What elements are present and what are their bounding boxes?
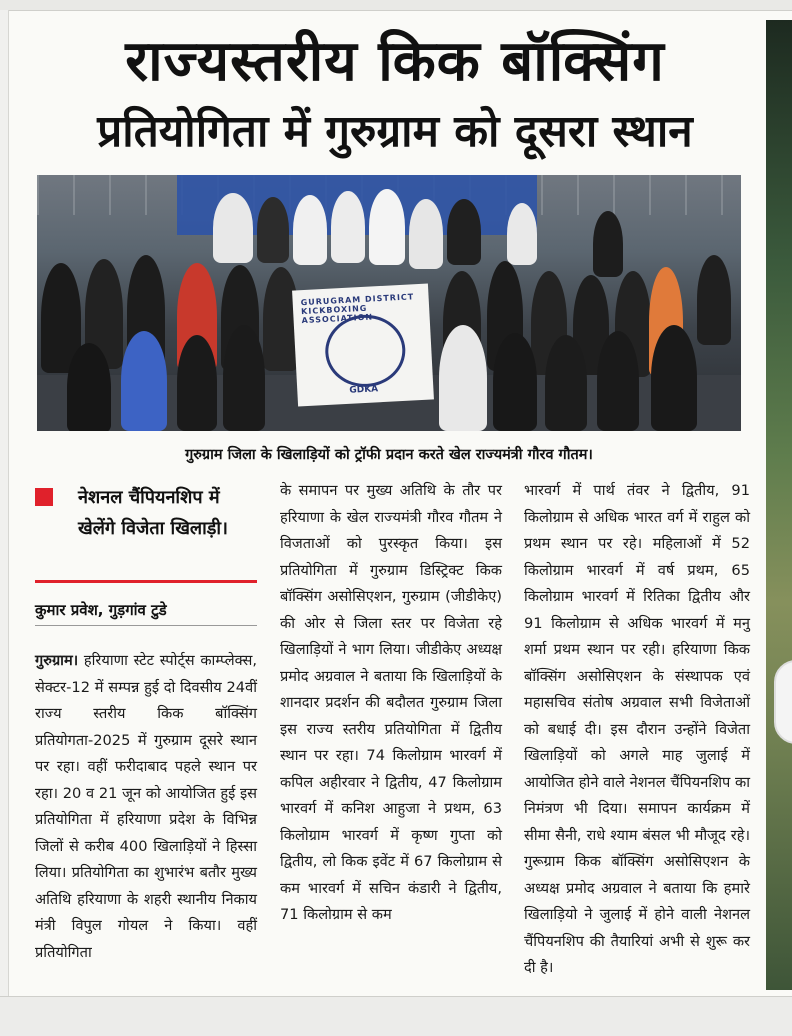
right-background-image	[766, 20, 792, 990]
association-banner-abbr: GDKA	[349, 384, 379, 396]
article-column-2	[280, 478, 502, 929]
photo-person	[257, 197, 289, 263]
headline-line-2: प्रतियोगिता में गुरुग्राम को दूसरा स्थान	[97, 106, 693, 157]
photo-person	[597, 331, 639, 431]
photo-person	[697, 255, 731, 345]
article-column-1	[35, 648, 257, 966]
photo-person	[121, 331, 167, 431]
photo-person	[593, 211, 623, 277]
photo-person	[369, 189, 405, 265]
photo-person	[447, 199, 481, 265]
dateline-place: गुरुग्राम।	[35, 652, 79, 669]
bottom-clipping-strip	[0, 996, 792, 1036]
slider-handle[interactable]	[774, 660, 792, 744]
photo-person	[439, 325, 487, 431]
article-column-1-text: हरियाणा स्टेट स्पोर्ट्स काम्प्लेक्स, सेक्टर-12 में सम्पन्न हुई दो दिवसीय 24वीं राज्य स्तरीय किक बॉक्सिंग प्रतियोगता-2025 में गुरुग्राम दूसरे स्थान पर रहा। वहीं फरीदाबाद पहले स्थान पर रहा। 20 व 21 जून को आयोजित हुई इस प्रतियोगिता में हरियाणा प्रदेश के विभिन्न जिलों से करीब 400 खिलाड़ियों ने हिस्सा लिया। प्रतियोगिता का शुभारंभ बतौर मुख्य अतिथि हरियाणा के शहरी स्थानीय निकाय मंत्री विपुल गोयल ने किया। वहीं प्रतियोगिता	[35, 652, 257, 961]
association-banner-text: GURUGRAM DISTRICT KICKBOXING ASSOCIATION	[300, 292, 415, 326]
subheading-title: नेशनल चैंपियनशिप में खेलेंगे विजेता खिलाड़ी।	[78, 487, 228, 539]
red-square-bullet-icon	[35, 488, 53, 506]
headline-line-1: राज्यस्तरीय किक बॉक्सिंग	[125, 29, 665, 94]
byline-divider	[35, 625, 257, 626]
photo-person	[177, 335, 217, 431]
article-column-3	[524, 478, 750, 982]
association-banner	[292, 284, 434, 407]
photo-person	[493, 333, 537, 431]
left-page-edge	[0, 10, 9, 1010]
byline: कुमार प्रवेश, गुड़गांव टुडे	[35, 601, 167, 619]
photo-person	[507, 203, 537, 265]
photo-person	[331, 191, 365, 263]
photo-person	[213, 193, 253, 263]
photo-person	[409, 199, 443, 269]
article-column-3-text: भारवर्ग में पार्थ तंवर ने द्वितीय, 91 किलोग्राम से अधिक भारत वर्ग में राहुल को प्रथम स्थान पर रहे। महिलाओं में 52 किलोग्राम भारवर्ग में वर्ष प्रथम, 65 किलोग्राम भारवर्ग में रितिका द्वितीय और 91 किलोग्राम से अधिक भारवर्ग में मनु शर्मा प्रथम स्थान पर रही। हरियाणा किक बॉक्सिंग असोसिएशन के संस्थापक एवं महासचिव संतोष अग्रवाल सभी विजेताओं को बधाई दी। इस दौरान उन्होंने विजेता खिलाड़ियों को अगले माह जुलाई में आयोजित होने वाले नेशनल चैंपियनशिप का निमंत्रण भी दिया। समापन कार्यक्रम में सीमा सैनी, राधे श्याम बंसल भी मौजूद रहे। गुरूग्राम किक बॉक्सिंग असोसिएशन के अध्यक्ष प्रमोद अग्रवाल ने बताया कि हमारे खिलाड़ियो ने जुलाई में होने वाली नेशनल चैंपियनशिप की तैयारियां अभी से शुरू कर दी है।	[524, 482, 750, 976]
photo-person	[545, 335, 587, 431]
kickboxer-logo-icon	[323, 313, 407, 389]
photo-person	[223, 325, 265, 431]
photo-caption: गुरुग्राम जिला के खिलाड़ियों को ट्रॉफी प्रदान करते खेल राज्यमंत्री गौरव गौतम।	[185, 447, 593, 463]
top-clipping-strip	[0, 0, 792, 11]
photo-person	[651, 325, 697, 431]
photo-person	[293, 195, 327, 265]
photo-person	[67, 343, 111, 431]
news-photo	[37, 175, 741, 431]
red-divider	[35, 580, 257, 583]
article-column-2-text: के समापन पर मुख्य अतिथि के तौर पर हरियाणा के खेल राज्यमंत्री गौरव गौतम ने विजताओं को पुरस्कृत किया। इस प्रतियोगिता में गुरुग्राम डिस्ट्रिक्ट किक बॉक्सिंग असोसिएशन, गुरुग्राम (जीडीकेए) की ओर से जिला स्तर पर विजेता रहे खिलाड़ियों ने भाग लिया। जीडीकेए अध्यक्ष प्रमोद अग्रवाल ने बताया कि खिलाड़ियों के शानदार प्रदर्शन की बदौलत गुरुग्राम जिला इस राज्य स्तरीय प्रतियोगिता में द्वितीय स्थान पर रहा। 74 किलोग्राम भारवर्ग में कपिल अहीरवार ने द्वितीय, 47 किलोग्राम भारवर्ग में कनिश आहुजा ने प्रथम, 63 किलोग्राम भारवर्ग में कृष्ण गुप्ता को द्वितीय, लो किक इवेंट में 67 किलोग्राम से कम भारवर्ग में सचिन कंडारी ने द्वितीय, 71 किलोग्राम से कम	[280, 482, 502, 923]
